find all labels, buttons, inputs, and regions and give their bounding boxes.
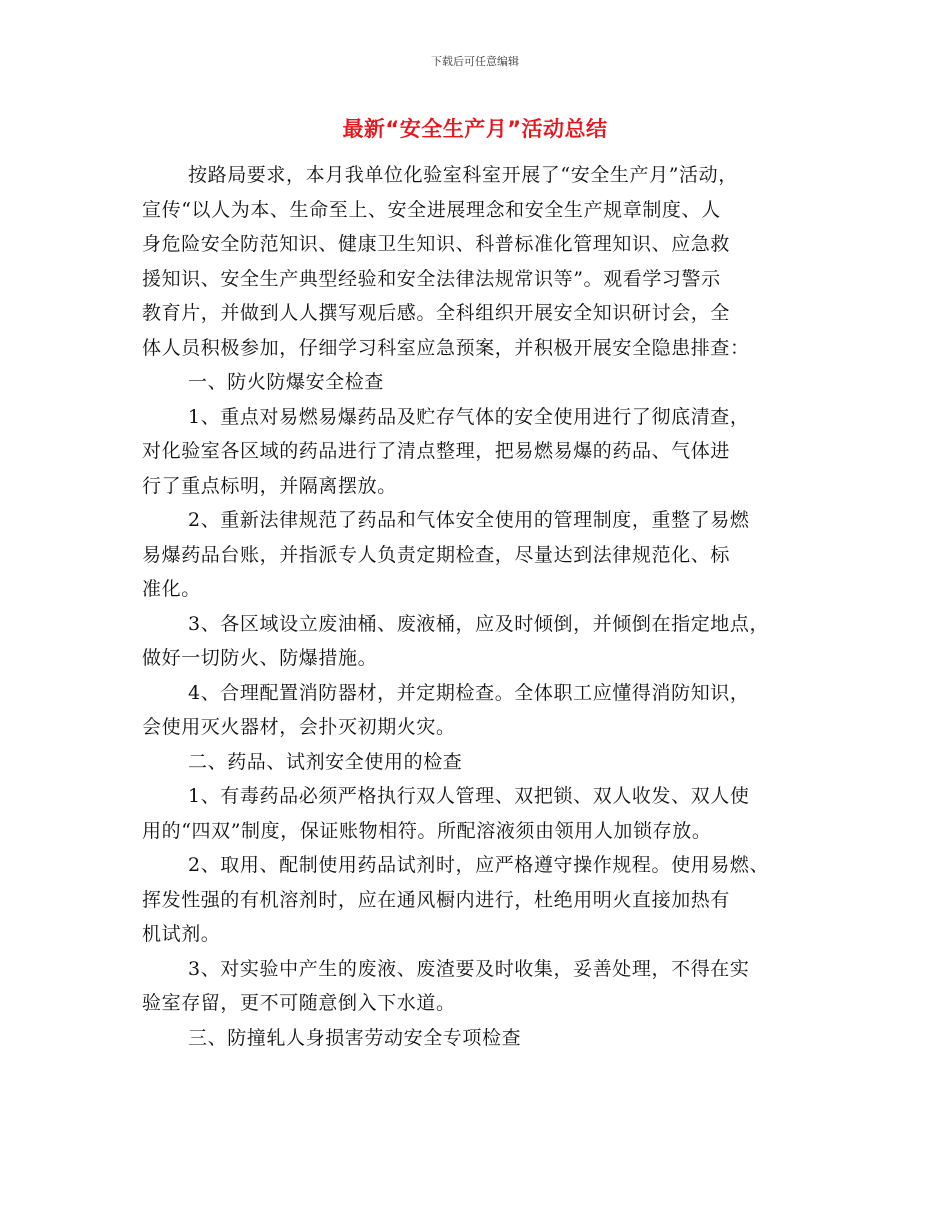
document-body [142,158,812,1055]
text-line: 对化验室各区域的药品进行了清点整理，把易燃易爆的药品、气体进 [142,440,731,462]
document-title: 最新“安全生产月”活动总结 [342,117,608,141]
text-line: 2、取用、配制使用药品试剂时，应严格遵守操作规程。使用易燃、 [188,854,770,876]
text-line: 按路局要求，本月我单位化验室科室开展了“安全生产月”活动， [188,164,738,186]
text-line: 身危险安全防范知识、健康卫生知识、科普标准化管理知识、应急救 [142,233,731,255]
text-line: 3、各区域设立废油桶、废液桶，应及时倾倒，并倾倒在指定地点， [188,612,770,635]
text-line: 三、防撞轧人身损害劳动安全专项检查 [188,1026,522,1049]
text-line: 机试剂。 [142,923,221,945]
text-line: 1、有毒药品必须严格执行双人管理、双把锁、双人收发、双人使 [188,785,750,807]
text-line: 验室存留，更不可随意倒入下水道。 [142,992,456,1014]
text-line: 4、合理配置消防器材，并定期检查。全体职工应懂得消防知识， [188,681,750,704]
text-line: 易爆药品台账，并指派专人负责定期检查，尽量达到法律规范化、标 [142,543,731,566]
text-line: 体人员积极参加，仔细学习科室应急预案，并积极开展安全隐患排查： [142,336,750,359]
text-line: 行了重点标明，并隔离摆放。 [142,474,397,497]
text-line: 2、重新法律规范了药品和气体安全使用的管理制度，重整了易燃 [188,509,750,531]
text-line: 用的“四双”制度，保证账物相符。所配溶液须由领用人加锁存放。 [142,819,712,842]
text-line: 宣传“以人为本、生命至上、安全进展理念和安全生产规章制度、人 [142,198,721,221]
text-line: 1、重点对易燃易爆药品及贮存气体的安全使用进行了彻底清查， [188,405,750,428]
text-line: 教育片，并做到人人撰写观后感。全科组织开展安全知识研讨会，全 [142,302,731,324]
text-line: 准化。 [142,578,201,600]
text-line: 援知识、安全生产典型经验和安全法律法规常识等”。观看学习警示 [142,267,721,290]
text-line: 做好一切防火、防爆措施。 [142,647,378,669]
text-line: 二、药品、试剂安全使用的检查 [188,750,463,773]
text-line: 会使用灭火器材，会扑灭初期火灾。 [142,716,456,738]
text-line: 一、防火防爆安全检查 [188,371,385,393]
text-line: 挥发性强的有机溶剂时，应在通风橱内进行，杜绝用明火直接加热有 [142,888,731,911]
text-line: 3、对实验中产生的废液、废渣要及时收集，妥善处理，不得在实 [188,957,750,980]
page-header: 下载后可任意编辑 [431,55,519,68]
